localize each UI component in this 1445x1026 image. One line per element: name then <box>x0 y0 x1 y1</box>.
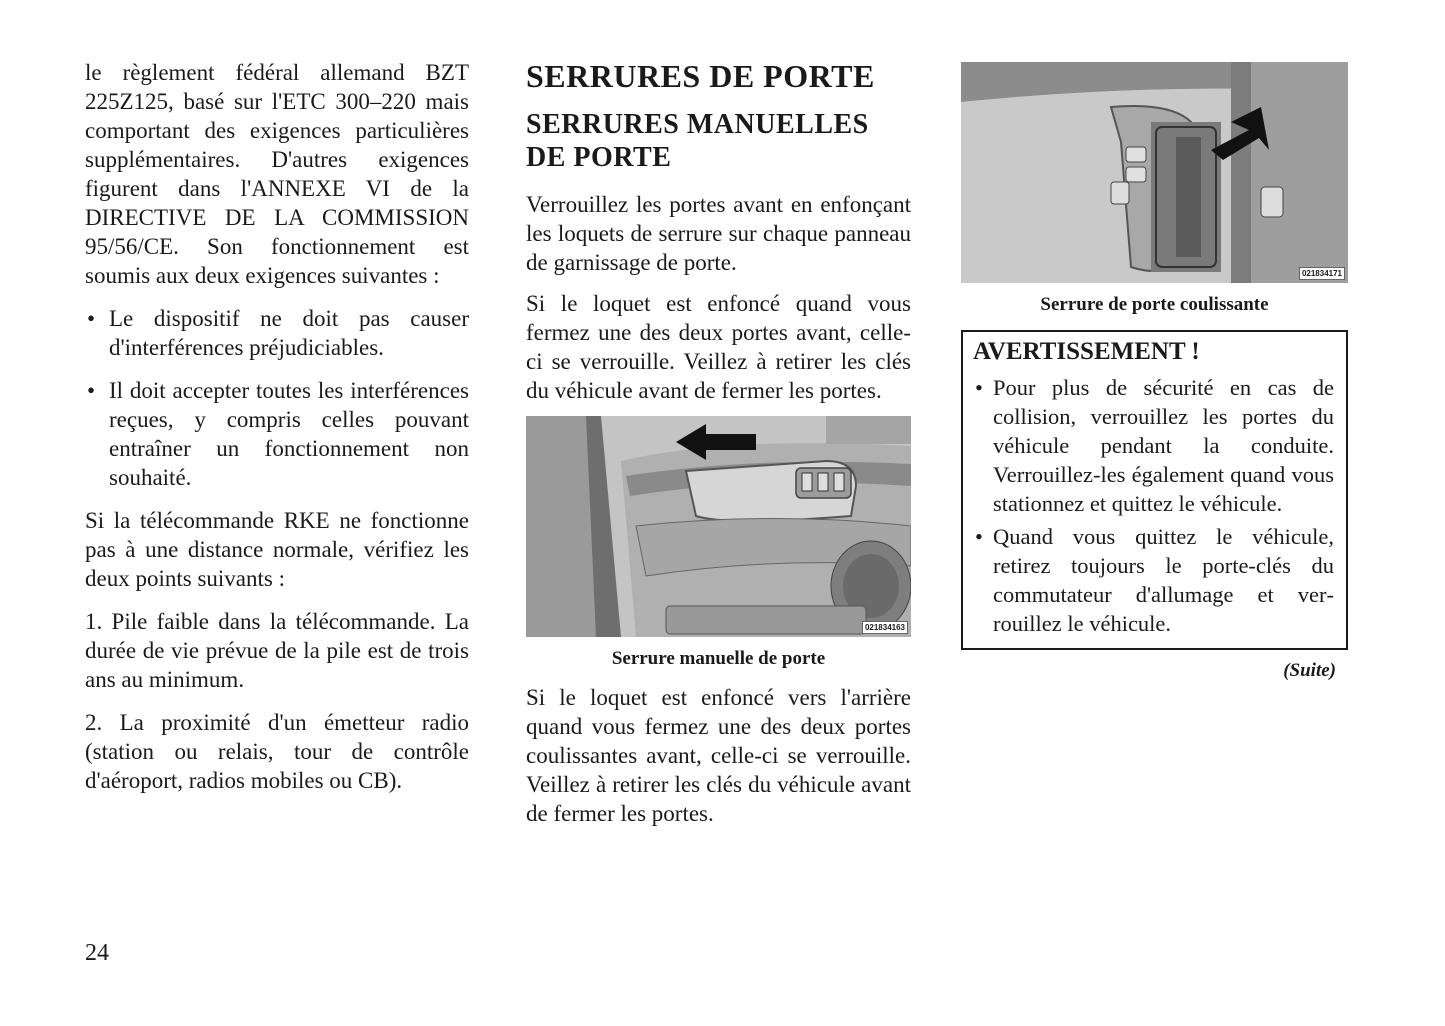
paragraph-front-doors: Verrouillez les portes avant en enfonçant les loquets de serrure sur chaque panneau de garnissage de porte. <box>526 192 911 275</box>
warning-box <box>961 330 1348 650</box>
point-2: 2. La proximité d'un émetteur radio (station ou relais, tour de contrôle d'aéroport, radios mobiles ou CB). <box>85 710 469 793</box>
section-subheading: SERRURES MANUELLES DE PORTE <box>526 109 869 173</box>
left-column <box>85 58 469 795</box>
door-panel-illustration <box>526 416 911 637</box>
warning-title: AVERTISSEMENT ! <box>973 338 1200 365</box>
intro-paragraph: le règlement fédéral allemand BZT 225Z125, basé sur l'ETC 300–220 mais comportant des exigences particulières supplémentaires. D'autres exigences figurent dans l'ANNEXE VI de la DIRECTIVE DE LA COMMISSION 95/56/CE. Son fonctionnement est soumis aux deux exigences suivantes : <box>85 60 469 288</box>
page-number: 24 <box>85 940 109 966</box>
list-item: • Pour plus de sécurité en cas de collision, verrouillez les portes du véhicule pendant la conduite. Verrouillez-les également quand vous stationnez et quittez le véhicule. <box>973 373 1334 518</box>
figure-code: 021834163 <box>862 621 908 634</box>
paragraph-latch: Si le loquet est enfoncé quand vous fermez une des deux portes avant, celle-ci se verrouille. Veillez à retirer les clés du véhicule avant de fermer les portes. <box>526 291 911 403</box>
section-heading: SERRURES DE PORTE <box>526 58 875 94</box>
paragraph-sliding-doors: Si le loquet est enfoncé vers l'arrière quand vous fermez une des deux portes coulissantes avant, celle-ci se verrouille. Veillez à retirer les clés du véhicule avant de fermer les portes. <box>526 685 911 826</box>
list-item: • Le dispositif ne doit pas causer d'interférences préjudiciables. <box>85 304 469 362</box>
warning-list <box>973 373 1334 638</box>
figure-code: 021834171 <box>1299 267 1345 280</box>
figure-caption: Serrure de porte coulissante <box>1040 294 1269 315</box>
sliding-door-illustration <box>961 62 1348 283</box>
rke-paragraph: Si la télécommande RKE ne fonctionne pas à une distance normale, vérifiez les deux points suivants : <box>85 508 469 591</box>
sliding-door-lock-figure <box>961 62 1348 283</box>
continued-label: (Suite) <box>1283 660 1336 681</box>
requirements-list <box>85 304 469 492</box>
manual-door-lock-figure <box>526 416 911 637</box>
figure-caption: Serrure manuelle de porte <box>611 648 826 669</box>
middle-column <box>526 58 911 828</box>
point-1: 1. Pile faible dans la télécommande. La durée de vie prévue de la pile est de trois ans au minimum. <box>85 609 469 692</box>
right-column <box>961 62 1348 682</box>
list-item: • Il doit accepter toutes les interférences reçues, y compris celles pouvant entraîner un fonctionnement non souhaité. <box>85 376 469 492</box>
list-item: • Quand vous quittez le véhicule, retirez toujours le porte-clés du commutateur d'allumage et verrouillez le véhicule. <box>973 522 1334 638</box>
